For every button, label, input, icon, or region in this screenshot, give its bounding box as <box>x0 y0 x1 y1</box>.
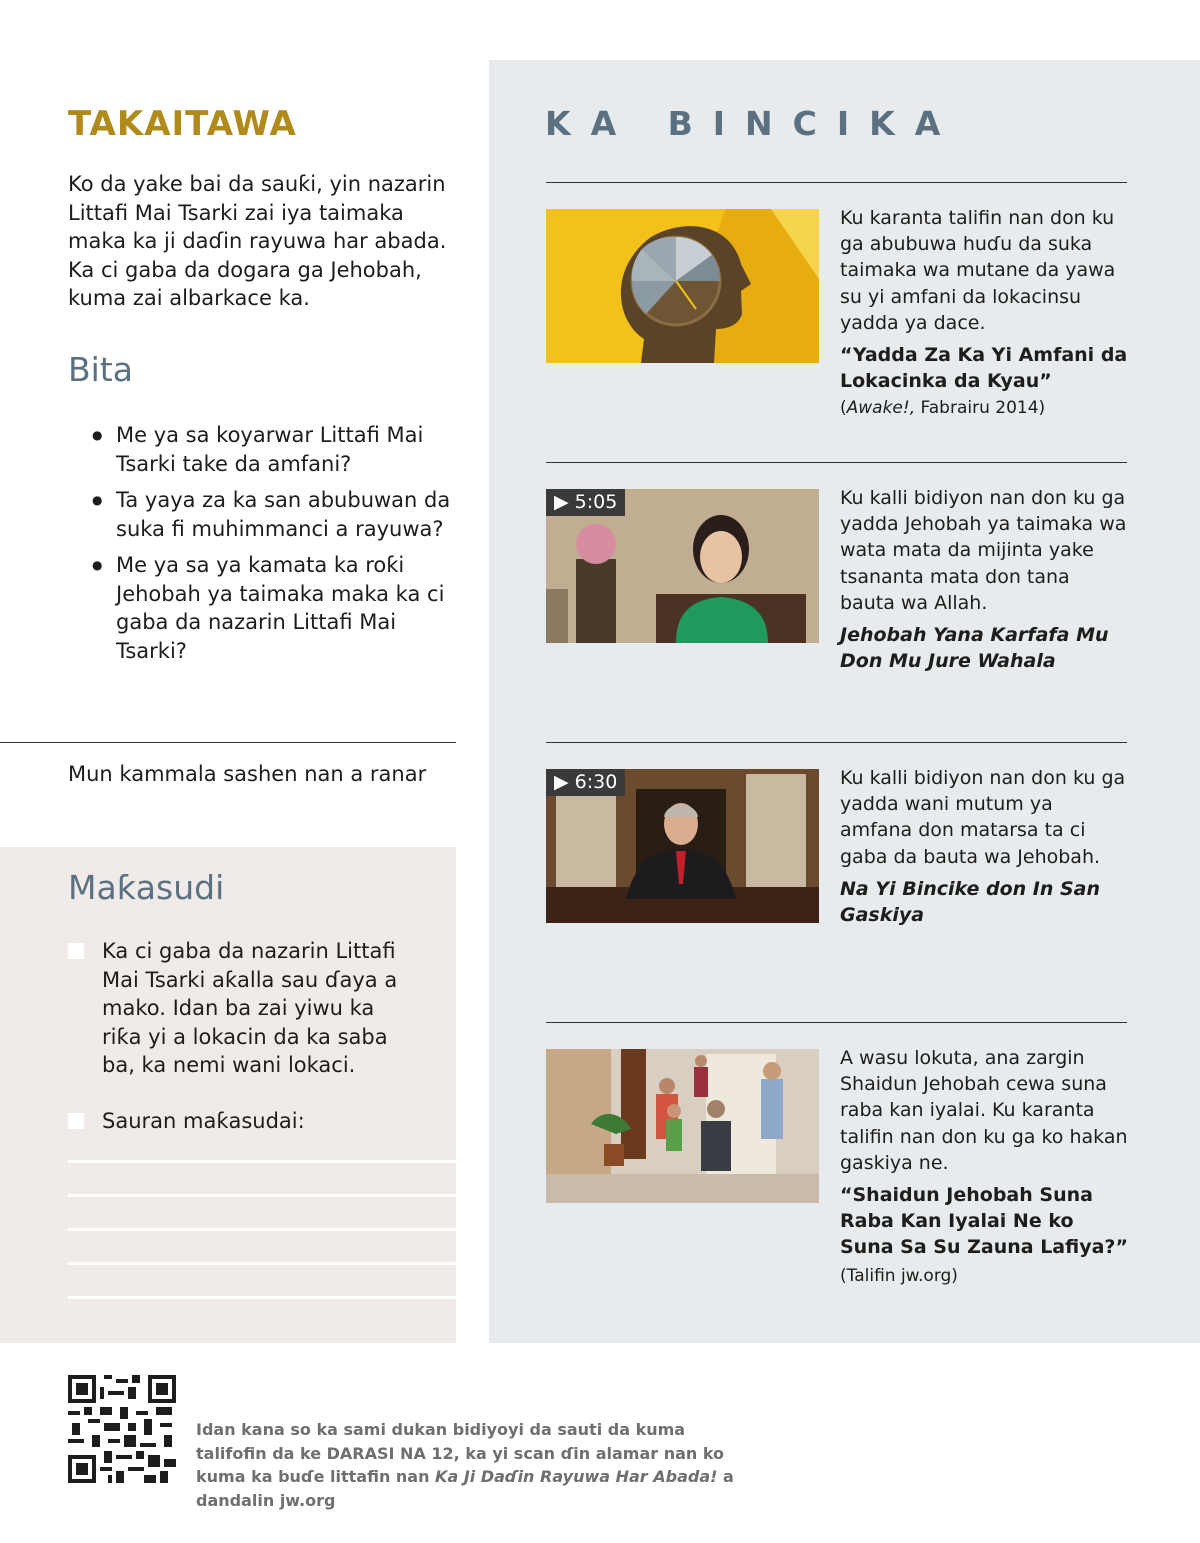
goal-item[interactable] <box>68 1107 418 1136</box>
review-question: ● Me ya sa koyarwar Littafi Mai Tsarki take da amfani? <box>92 421 462 478</box>
divider <box>546 462 1127 463</box>
video-duration: ▶ 6:30 <box>546 769 625 796</box>
video-title[interactable]: Jehobah Yana Karfafa Mu Don Mu Jure Wahala <box>840 624 1109 673</box>
goal-item[interactable] <box>68 937 418 1080</box>
divider <box>546 1022 1127 1023</box>
item-description: A wasu lokuta, ana zargin Shaidun Jehobah cewa suna raba kan iyalai. Ku karanta talifin nan don ku ga ko hakan gaskiya ne. <box>840 1047 1128 1174</box>
article-link[interactable] <box>840 342 1130 422</box>
footer-text-part: a dandalin jw.org <box>196 1467 734 1510</box>
review-question: ● Ta yaya za ka san abubuwan da suka fi muhimmanci a rayuwa? <box>92 486 462 543</box>
writing-line[interactable] <box>68 1296 456 1299</box>
source-publication: Awake!, <box>846 398 916 419</box>
completion-note: Mun kammala sashen nan a ranar <box>68 762 427 786</box>
explore-title: KA BINCIKA <box>545 104 961 143</box>
divider <box>546 742 1127 743</box>
source-prefix: ( <box>840 398 847 419</box>
article-title[interactable]: “Yadda Za Ka Yi Amfani da Lokacinka da Kyau” <box>840 344 1128 393</box>
writing-line[interactable] <box>68 1262 456 1265</box>
item-description: Ku kalli bidiyon nan don ku ga yadda wani mutum ya amfana don matarsa ta ci gaba da bauta wa Jehobah. <box>840 767 1126 868</box>
source-date: Fabrairu 2014) <box>915 398 1046 419</box>
goal-text: Ka ci gaba da nazarin Littafi Mai Tsarki aƙalla sau ɗaya a mako. Idan ba zai yiwu ka riƙa yi a lokacin da ka saba ba, ka nemi wani lokaci. <box>102 939 398 1077</box>
qr-code-icon[interactable] <box>68 1375 176 1483</box>
writing-line[interactable] <box>68 1160 456 1163</box>
item-description: Ku kalli bidiyon nan don ku ga yadda Jehobah ya taimaka wa wata mata da mijinta yake tsananta mata don tana bauta wa Allah. <box>840 487 1127 614</box>
review-question: ● Me ya sa ya kamata ka roƙi Jehobah ya taimaka maka ka ci gaba da nazarin Littafi Mai Tsarki? <box>92 551 462 665</box>
divider <box>0 742 456 743</box>
article-link[interactable] <box>840 1182 1130 1289</box>
goal-text: Sauran maƙasudai: <box>102 1109 305 1133</box>
writing-line[interactable] <box>68 1228 456 1231</box>
writing-line[interactable] <box>68 1194 456 1197</box>
checkbox[interactable] <box>68 1113 84 1129</box>
article-title[interactable]: “Shaidun Jehobah Suna Raba Kan Iyalai Ne ko Suna Sa Su Zauna Lafiya?” <box>840 1184 1128 1259</box>
video-duration: ▶ 5:05 <box>546 489 625 516</box>
article-source <box>840 398 1045 418</box>
head-clock-illustration[interactable] <box>546 209 819 363</box>
woman-in-green-video-thumbnail[interactable] <box>546 489 819 643</box>
summary-title: TAKAITAWA <box>68 104 297 144</box>
review-list <box>92 421 462 673</box>
family-greeting-photo[interactable] <box>546 1049 819 1203</box>
summary-text: Ko da yake bai da sauƙi, yin nazarin Littafi Mai Tsarki zai iya taimaka maka ka ji daɗin rayuwa har abada. Ka ci gaba da dogara ga Jehobah, kuma zai albarkace ka. <box>68 172 447 310</box>
footer-text <box>196 1418 756 1512</box>
footer-text-part: Idan kana so ka sami dukan bidiyoyi da sauti da kuma talifofin da ke DARASI NA 12, ka yi scan ɗin alamar nan ko kuma ka buɗe littafin nan <box>196 1420 725 1486</box>
article-source: (Talifin jw.org) <box>840 1265 958 1286</box>
divider <box>546 182 1127 183</box>
man-at-desk-video-thumbnail[interactable] <box>546 769 819 923</box>
goals-panel <box>0 847 456 1343</box>
item-description: Ku karanta talifin nan don ku ga abubuwa huɗu da suka taimaka wa mutane da yawa su yi amfani da lokacinsu yadda ya dace. <box>840 207 1116 334</box>
book-title: Ka Ji Daɗin Rayuwa Har Abada! <box>435 1467 718 1486</box>
video-title[interactable]: Na Yi Bincike don In San Gaskiya <box>840 878 1101 927</box>
review-title: Bita <box>68 350 133 389</box>
goals-title: Maƙasudi <box>68 868 225 907</box>
checkbox[interactable] <box>68 943 84 959</box>
